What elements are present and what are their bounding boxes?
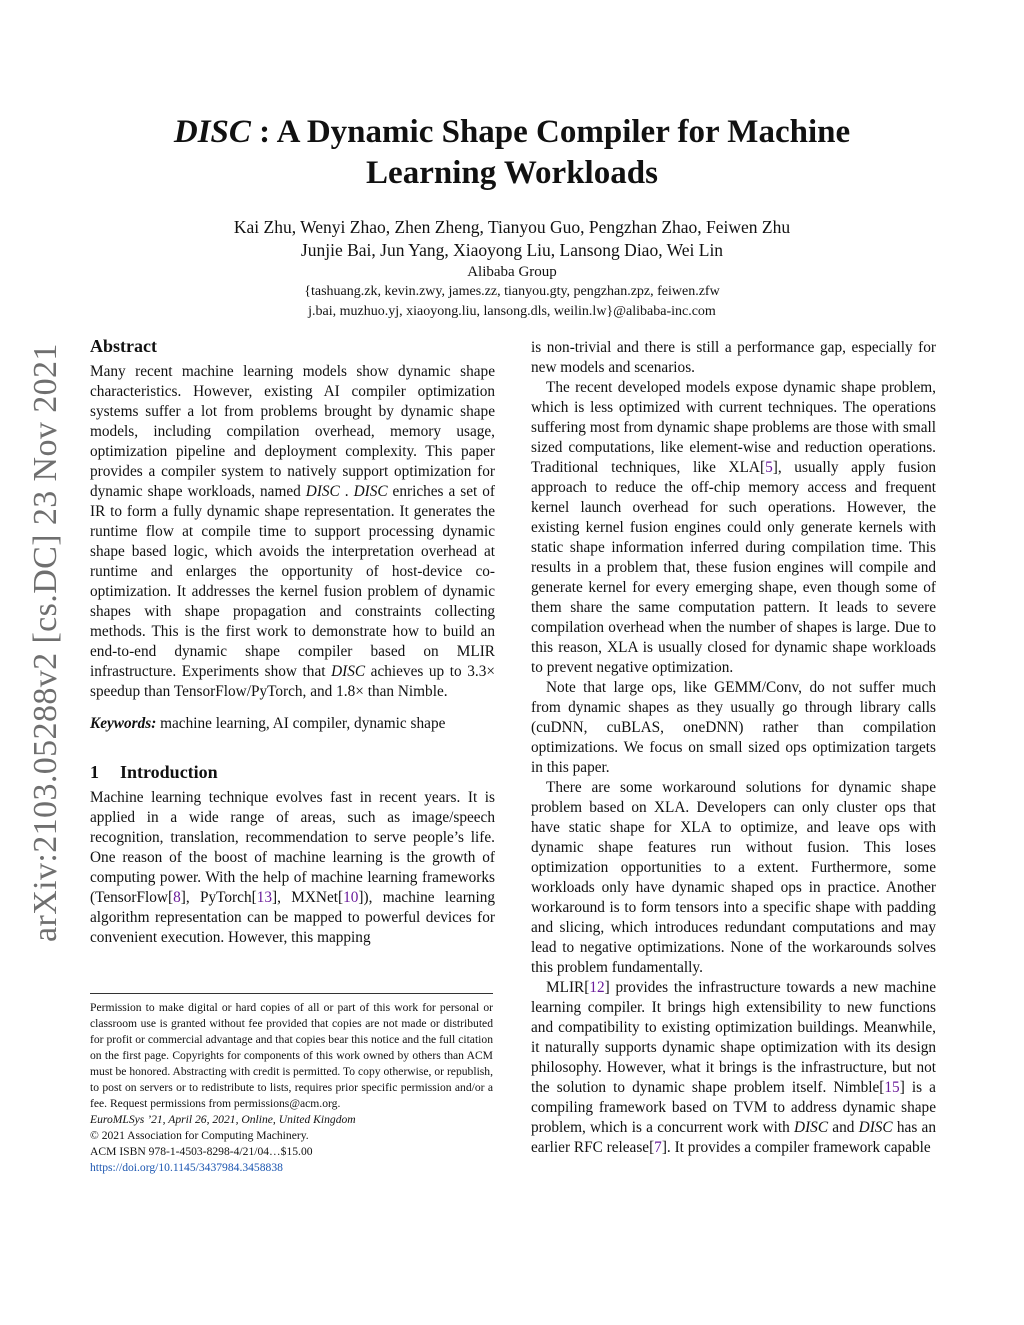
right-column: [531, 338, 936, 1158]
intro-paragraph-4: There are some workaround solutions for dynamic shape problem based on XLA. Developers can only cluster ops that have static shape for XLA to optimize, and leave ops with dynamic shape features run without fusion. This loses optimization opportunities to a extent. Furthermore, some workloads only have dynamic shaped ops in practice. Another workaround is to form tensors into a specific shape with padding and slicing, which introduces redundant computations and may lead to negative optimizations. None of the workarounds solves this problem fundamentally.: [531, 779, 936, 976]
section-number: 1: [90, 762, 99, 782]
abstract-text: Many recent machine learning models show dynamic shape characteristics. However, existing AI compiler optimization systems suffer a lot from problems brought by dynamic shape models, including compilation overhead, memory usage, optimization pipeline and deployment complexity. This paper provides a compiler system to natively support optimization for dynamic shape workloads, named DISC . DISC enriches a set of IR to form a fully dynamic shape representation. It generates the runtime flow at compile time to support processing dynamic shape based logic, which avoids the interpretation overhead at runtime and enlarges the opportunity of host-device co-optimization. It addresses the kernel fusion problem of dynamic shapes with shape propagation and constraints collecting methods. This is the first work to demonstrate how to build an end-to-end dynamic shape compiler based on MLIR infrastructure. Experiments show that DISC achieves up to 3.3× speedup than TensorFlow/PyTorch, and 1.8× than Nimble.: [90, 363, 495, 700]
intro-paragraph-2: The recent developed models expose dynamic shape problem, which is less optimized with current techniques. The operations suffering most from dynamic shape problems are those with small sized computations, like element-wise and reduction operations. Traditional techniques, like XLA[5], usually apply fusion approach to reduce the off-chip memory access and frequent kernel launch overhead for such operations. However, the existing kernel fusion engines could only generate kernels with static shape information inferred during compilation time. This results in a problem that, these fusion engines will compile and generate kernel for every emerging shape, even though some of them share the same computation pattern. It leads to severe compilation overhead when the number of shapes is large. Due to this reason, XLA is usually closed for dynamic shape workloads to prevent negative optimization.: [531, 379, 937, 676]
arxiv-identifier: arXiv:2103.05288v2 [cs.DC] 23 Nov 2021: [27, 343, 64, 942]
isbn-line: ACM ISBN 978-1-4503-8298-4/21/04…$15.00: [90, 1145, 313, 1158]
citation-link[interactable]: 15: [884, 1079, 900, 1096]
paper-header: [90, 112, 934, 322]
emails-line2: j.bai, muzhuo.yj, xiaoyong.liu, lansong.dls, weilin.lw}@alibaba-inc.com: [308, 304, 716, 319]
paper-title: [90, 112, 934, 194]
venue-line: EuroMLSys ’21, April 26, 2021, Online, United Kingdom: [90, 1113, 356, 1126]
title-line2: Learning Workloads: [366, 155, 658, 191]
citation-link[interactable]: 13: [256, 889, 272, 906]
citation-link[interactable]: 8: [173, 889, 181, 906]
authors-line1: Kai Zhu, Wenyi Zhao, Zhen Zheng, Tianyou Guo, Pengzhan Zhao, Feiwen Zhu: [233, 217, 791, 237]
citation-link[interactable]: 10: [343, 889, 359, 906]
author-list: [90, 216, 934, 262]
keywords: [90, 714, 495, 734]
introduction-heading: 1 Introduction: [90, 762, 218, 782]
intro-paragraph-3: Note that large ops, like GEMM/Conv, do not suffer much from dynamic shapes as they usually go through library calls (cuDNN, cuBLAS, oneDNN) rather than compilation optimizations. We focus on small sized ops optimization targets in this paper.: [531, 679, 936, 776]
citation-link[interactable]: 5: [765, 459, 773, 476]
left-column: [90, 334, 495, 948]
title-line1: : A Dynamic Shape Compiler for Machine: [250, 114, 851, 150]
affiliation: Alibaba Group: [467, 264, 557, 280]
copyright-line: © 2021 Association for Computing Machinery.: [90, 1129, 309, 1142]
author-emails: [90, 282, 934, 322]
arxiv-side-stamp: [27, 343, 64, 942]
authors-line2: Junjie Bai, Jun Yang, Xiaoyong Liu, Lansong Diao, Wei Lin: [300, 240, 724, 260]
keywords-text: machine learning, AI compiler, dynamic shape: [156, 715, 446, 732]
title-system-name: DISC: [173, 114, 251, 150]
intro-paragraph-continued: is non-trivial and there is still a performance gap, especially for new models and scenarios.: [531, 339, 936, 376]
emails-line1: {tashuang.zk, kevin.zwy, james.zz, tianyou.gty, pengzhan.zpz, feiwen.zfw: [304, 284, 720, 299]
keywords-label: Keywords:: [90, 715, 157, 732]
citation-link[interactable]: 7: [654, 1139, 662, 1156]
doi-link[interactable]: https://doi.org/10.1145/3437984.3458838: [90, 1161, 283, 1174]
abstract-heading: Abstract: [90, 336, 157, 356]
intro-paragraph-5: MLIR[12] provides the infrastructure towards a new machine learning compiler. It brings high extensibility to new functions and compatibility to existing optimization buildings. Meanwhile, it naturally supports dynamic shape optimization with its design philosophy. However, what it brings is the infrastructure, but not the solution to dynamic shape problem itself. Nimble[15] is a compiling framework based on TVM to address dynamic shape problem, which is a concurrent work with DISC and DISC has an earlier RFC release[7]. It provides a compiler framework capable: [531, 979, 936, 1156]
citation-link[interactable]: 12: [589, 979, 605, 996]
intro-paragraph-1: Machine learning technique evolves fast in recent years. It is applied in a wide range of areas, such as image/speech recognition, translation, recommendation to serve people’s life. One reason of the boost of machine learning is the growth of computing power. With the help of machine learning frameworks (TensorFlow[8], PyTorch[13], MXNet[10]), machine learning algorithm representation can be mapped to powerful devices for convenient execution. However, this mapping: [90, 789, 495, 946]
copyright-footnote: [90, 993, 493, 1176]
permission-notice: Permission to make digital or hard copies of all or part of this work for personal or classroom use is granted without fee provided that copies are not made or distributed for profit or commercial advantage and that copies bear this notice and the full citation on the first page. Copyrights for components of this work owned by others than ACM must be honored. Abstracting with credit is permitted. To copy otherwise, or republish, to post on servers or to redistribute to lists, requires prior specific permission and/or a fee. Request permissions from permissions@acm.org.: [90, 1001, 493, 1110]
